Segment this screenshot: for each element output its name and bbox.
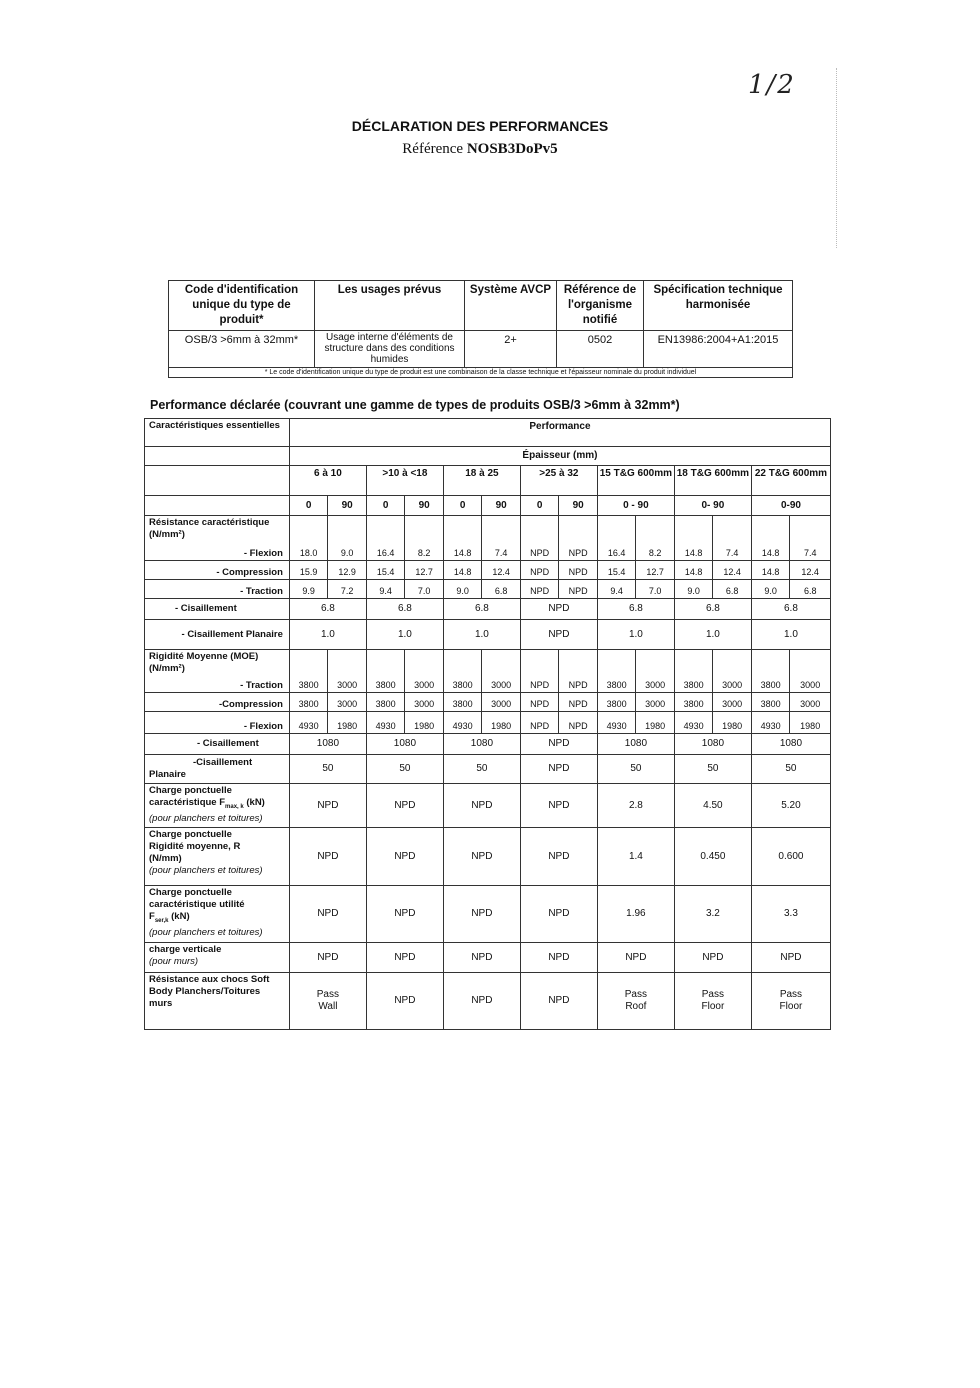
moe-traction-value: NPD bbox=[559, 650, 598, 693]
document-reference bbox=[0, 141, 960, 158]
moe-cis-planaire-value: 50 bbox=[751, 755, 830, 784]
charge-pct-value: NPD bbox=[366, 784, 443, 828]
charge-util-label-cell bbox=[145, 886, 290, 943]
chocs-value bbox=[289, 973, 366, 1030]
moe-flexion-value: 4930 bbox=[443, 712, 482, 734]
compression-value: 15.9 bbox=[289, 561, 328, 580]
row-cisaillement bbox=[145, 599, 831, 620]
compression-value: NPD bbox=[520, 561, 559, 580]
cis-planaire-value: 1.0 bbox=[366, 620, 443, 650]
charge-vert-value: NPD bbox=[674, 943, 751, 973]
flexion-value: NPD bbox=[520, 516, 559, 561]
moe-flexion-value: 4930 bbox=[597, 712, 636, 734]
moe-cisaillement-value: 1080 bbox=[289, 734, 366, 755]
angle-cell: 90 bbox=[405, 496, 444, 516]
compression-value: 14.8 bbox=[674, 561, 713, 580]
compression-value: 14.8 bbox=[443, 561, 482, 580]
compression-value: 14.8 bbox=[751, 561, 790, 580]
moe-cis-planaire-value: 50 bbox=[289, 755, 366, 784]
row-charge-ponctuelle bbox=[145, 784, 831, 828]
flexion-value: 9.0 bbox=[328, 516, 367, 561]
moe-compression-value: 3000 bbox=[328, 693, 367, 712]
flexion-value: 14.8 bbox=[751, 516, 790, 561]
charge-pct-label-b: caractéristique F bbox=[149, 797, 226, 808]
angle-cell: 0 - 90 bbox=[597, 496, 674, 516]
charge-vert-label-cell bbox=[145, 943, 290, 973]
row-traction bbox=[145, 580, 831, 599]
id-value-organisme: 0502 bbox=[557, 331, 644, 368]
moe-flexion-label: - Flexion bbox=[145, 712, 290, 734]
moe-flexion-value: NPD bbox=[559, 712, 598, 734]
angle-spacer bbox=[145, 496, 290, 516]
moe-flexion-value: 4930 bbox=[289, 712, 328, 734]
moe-cisaillement-value: 1080 bbox=[443, 734, 520, 755]
chocs-value-line1: NPD bbox=[471, 995, 493, 1006]
flexion-value: 18.0 bbox=[289, 516, 328, 561]
charge-pct-sub: max, k bbox=[225, 803, 244, 810]
range-cell: >10 à <18 bbox=[366, 466, 443, 496]
charge-util-label-c1: F bbox=[149, 911, 155, 922]
moe-cis-planaire-label-cell bbox=[145, 755, 290, 784]
compression-value: 12.4 bbox=[713, 561, 752, 580]
charge-util-value: 3.2 bbox=[674, 886, 751, 943]
moe-cisaillement-value: 1080 bbox=[751, 734, 830, 755]
charge-rig-value: NPD bbox=[520, 828, 597, 886]
moe-cis-planaire-value: NPD bbox=[520, 755, 597, 784]
chocs-label: Résistance aux chocs Soft Body Planchers/Toitures murs bbox=[145, 973, 290, 1030]
range-cell: 18 à 25 bbox=[443, 466, 520, 496]
charge-util-note: (pour planchers et toitures) bbox=[149, 926, 263, 938]
cisaillement-value: 6.8 bbox=[289, 599, 366, 620]
charge-util-value: NPD bbox=[443, 886, 520, 943]
moe-compression-value: 3800 bbox=[289, 693, 328, 712]
traction-value: 9.0 bbox=[443, 580, 482, 599]
flexion-value: 7.4 bbox=[790, 516, 831, 561]
traction-value: NPD bbox=[520, 580, 559, 599]
moe-traction-value: 3800 bbox=[751, 650, 790, 693]
reference-prefix: Référence bbox=[402, 141, 464, 157]
cisaillement-label: - Cisaillement bbox=[145, 599, 290, 620]
resistance-label: Résistance caractéristique (N/mm²) bbox=[149, 517, 270, 540]
cisaillement-value: 6.8 bbox=[597, 599, 674, 620]
compression-value: 12.9 bbox=[328, 561, 367, 580]
cis-planaire-value: 1.0 bbox=[597, 620, 674, 650]
charge-rig-note: (pour planchers et toitures) bbox=[149, 865, 263, 876]
flexion-value: 16.4 bbox=[366, 516, 405, 561]
charge-pct-note: (pour planchers et toitures) bbox=[149, 812, 263, 824]
charge-util-value: 3.3 bbox=[751, 886, 830, 943]
chocs-value-line1: NPD bbox=[548, 995, 570, 1006]
moe-traction-label: - Traction bbox=[240, 680, 283, 691]
cis-planaire-label: - Cisaillement Planaire bbox=[145, 620, 290, 650]
chocs-value-line1: Pass bbox=[779, 989, 803, 1000]
traction-value: 6.8 bbox=[482, 580, 521, 599]
id-header-usages: Les usages prévus bbox=[315, 281, 465, 331]
moe-compression-value: 3000 bbox=[482, 693, 521, 712]
charge-pct-value: 2.8 bbox=[597, 784, 674, 828]
moe-flexion-value: 1980 bbox=[790, 712, 831, 734]
cisaillement-value: 6.8 bbox=[751, 599, 830, 620]
range-cell: >25 à 32 bbox=[520, 466, 597, 496]
chocs-value bbox=[751, 973, 830, 1030]
flexion-value: 8.2 bbox=[405, 516, 444, 561]
resistance-label-cell bbox=[145, 516, 290, 561]
row-moe-cisaillement-planaire bbox=[145, 755, 831, 784]
cisaillement-value: 6.8 bbox=[443, 599, 520, 620]
charge-rig-label-c: (N/mm) bbox=[149, 853, 182, 864]
charge-pct-value: NPD bbox=[520, 784, 597, 828]
moe-compression-value: NPD bbox=[520, 693, 559, 712]
row-charge-verticale bbox=[145, 943, 831, 973]
compression-value: NPD bbox=[559, 561, 598, 580]
charge-pct-value: NPD bbox=[443, 784, 520, 828]
charge-rig-value: 0.450 bbox=[674, 828, 751, 886]
moe-compression-value: 3800 bbox=[751, 693, 790, 712]
flexion-value: 7.4 bbox=[713, 516, 752, 561]
id-value-specification: EN13986:2004+A1:2015 bbox=[644, 331, 793, 368]
identification-table bbox=[168, 280, 793, 378]
charge-util-label-b: caractéristique utilité bbox=[149, 899, 245, 910]
moe-traction-value: 3800 bbox=[597, 650, 636, 693]
charge-rig-label-cell bbox=[145, 828, 290, 886]
header-epaisseur: Épaisseur (mm) bbox=[289, 447, 830, 466]
header-caracteristiques: Caractéristiques essentielles bbox=[145, 419, 290, 447]
cis-planaire-value: NPD bbox=[520, 620, 597, 650]
moe-compression-value: 3800 bbox=[597, 693, 636, 712]
moe-traction-value: 3800 bbox=[289, 650, 328, 693]
chocs-value-line2: Wall bbox=[318, 1001, 338, 1012]
charge-rig-label-a: Charge ponctuelle bbox=[149, 829, 232, 840]
charge-rig-value: 0.600 bbox=[751, 828, 830, 886]
charge-rig-value: NPD bbox=[289, 828, 366, 886]
compression-value: 12.7 bbox=[636, 561, 675, 580]
flexion-value: NPD bbox=[559, 516, 598, 561]
moe-flexion-value: 4930 bbox=[674, 712, 713, 734]
cis-planaire-value: 1.0 bbox=[289, 620, 366, 650]
moe-cis-planaire-value: 50 bbox=[597, 755, 674, 784]
flexion-value: 8.2 bbox=[636, 516, 675, 561]
charge-vert-note: (pour murs) bbox=[149, 956, 199, 967]
range-cell: 6 à 10 bbox=[289, 466, 366, 496]
row-charge-utilite bbox=[145, 886, 831, 943]
charge-util-sub: ser,k bbox=[154, 917, 169, 924]
moe-traction-value: NPD bbox=[520, 650, 559, 693]
flexion-value: 16.4 bbox=[597, 516, 636, 561]
row-charge-rigidite bbox=[145, 828, 831, 886]
traction-value: 7.0 bbox=[405, 580, 444, 599]
compression-label: - Compression bbox=[145, 561, 290, 580]
id-value-avcp: 2+ bbox=[465, 331, 557, 368]
angle-cell: 0 bbox=[289, 496, 328, 516]
moe-flexion-value: 1980 bbox=[636, 712, 675, 734]
charge-pct-label-a: Charge ponctuelle bbox=[149, 785, 232, 796]
charge-vert-value: NPD bbox=[289, 943, 366, 973]
moe-compression-value: 3800 bbox=[366, 693, 405, 712]
traction-value: 9.9 bbox=[289, 580, 328, 599]
chocs-value bbox=[597, 973, 674, 1030]
range-cell: 18 T&G 600mm bbox=[674, 466, 751, 496]
moe-traction-value: 3000 bbox=[790, 650, 831, 693]
document-title: DÉCLARATION DES PERFORMANCES bbox=[351, 118, 609, 134]
performance-title: Performance déclarée (couvrant une gamme de types de produits OSB/3 >6mm à 32mm*) bbox=[150, 398, 680, 412]
charge-rig-value: NPD bbox=[443, 828, 520, 886]
cis-planaire-value: 1.0 bbox=[674, 620, 751, 650]
traction-label: - Traction bbox=[145, 580, 290, 599]
charge-util-value: NPD bbox=[289, 886, 366, 943]
angle-cell: 0 bbox=[366, 496, 405, 516]
moe-cis-planaire-label-1: -Cisaillement bbox=[193, 757, 253, 768]
traction-value: NPD bbox=[559, 580, 598, 599]
charge-util-label-a: Charge ponctuelle bbox=[149, 887, 232, 898]
header-performance: Performance bbox=[289, 419, 830, 447]
flexion-value: 14.8 bbox=[674, 516, 713, 561]
moe-traction-value: 3000 bbox=[713, 650, 752, 693]
flexion-value: 14.8 bbox=[443, 516, 482, 561]
row-compression bbox=[145, 561, 831, 580]
compression-value: 12.4 bbox=[790, 561, 831, 580]
moe-cisaillement-label: - Cisaillement bbox=[145, 734, 290, 755]
moe-flexion-value: 1980 bbox=[405, 712, 444, 734]
id-value-code: OSB/3 >6mm à 32mm* bbox=[169, 331, 315, 368]
id-header-avcp: Système AVCP bbox=[465, 281, 557, 331]
traction-value: 9.0 bbox=[751, 580, 790, 599]
charge-pct-value: NPD bbox=[289, 784, 366, 828]
chocs-value-line1: NPD bbox=[394, 995, 416, 1006]
angle-cell: 0 bbox=[443, 496, 482, 516]
compression-value: 15.4 bbox=[597, 561, 636, 580]
chocs-value-line2: Floor bbox=[701, 1001, 725, 1012]
chocs-value-line2: Floor bbox=[779, 1001, 803, 1012]
chocs-value-line1: Pass bbox=[624, 989, 647, 1000]
angle-row bbox=[145, 496, 831, 516]
id-header-organisme: Référence de l'organisme notifié bbox=[557, 281, 644, 331]
charge-rig-label-b: Rigidité moyenne, R bbox=[149, 841, 241, 852]
angle-cell: 0 bbox=[520, 496, 559, 516]
header-spacer bbox=[145, 447, 290, 466]
moe-compression-value: 3800 bbox=[443, 693, 482, 712]
range-row bbox=[145, 466, 831, 496]
chocs-value bbox=[366, 973, 443, 1030]
id-value-usages: Usage interne d'éléments de structure dans des conditions humides bbox=[315, 331, 465, 368]
moe-cisaillement-value: 1080 bbox=[366, 734, 443, 755]
moe-traction-value: 3800 bbox=[443, 650, 482, 693]
traction-value: 7.0 bbox=[636, 580, 675, 599]
traction-value: 6.8 bbox=[790, 580, 831, 599]
compression-value: 12.4 bbox=[482, 561, 521, 580]
chocs-value bbox=[520, 973, 597, 1030]
traction-value: 9.4 bbox=[366, 580, 405, 599]
moe-cis-planaire-value: 50 bbox=[366, 755, 443, 784]
reference-code: NOSB3DoPv5 bbox=[466, 141, 558, 157]
charge-util-label-line bbox=[149, 911, 285, 927]
angle-cell: 0-90 bbox=[751, 496, 830, 516]
chocs-value-line1: Pass bbox=[701, 989, 724, 1000]
charge-rig-value: NPD bbox=[366, 828, 443, 886]
cisaillement-value: 6.8 bbox=[674, 599, 751, 620]
moe-flexion-value: 4930 bbox=[366, 712, 405, 734]
row-moe-flexion bbox=[145, 712, 831, 734]
moe-traction-value: 3800 bbox=[674, 650, 713, 693]
charge-util-label-c2: (kN) bbox=[168, 911, 190, 922]
moe-flexion-value: 1980 bbox=[482, 712, 521, 734]
traction-value: 9.0 bbox=[674, 580, 713, 599]
moe-compression-value: NPD bbox=[559, 693, 598, 712]
compression-value: 12.7 bbox=[405, 561, 444, 580]
charge-pct-value: 4.50 bbox=[674, 784, 751, 828]
flexion-value: 7.4 bbox=[482, 516, 521, 561]
moe-cisaillement-value: 1080 bbox=[597, 734, 674, 755]
moe-cis-planaire-value: 50 bbox=[674, 755, 751, 784]
angle-cell: 90 bbox=[482, 496, 521, 516]
moe-compression-label: -Compression bbox=[145, 693, 290, 712]
chocs-value bbox=[674, 973, 751, 1030]
charge-util-value: NPD bbox=[520, 886, 597, 943]
moe-compression-value: 3800 bbox=[674, 693, 713, 712]
cis-planaire-value: 1.0 bbox=[443, 620, 520, 650]
charge-pct-label-cell bbox=[145, 784, 290, 828]
moe-cis-planaire-value: 50 bbox=[443, 755, 520, 784]
angle-cell: 0- 90 bbox=[674, 496, 751, 516]
charge-vert-value: NPD bbox=[443, 943, 520, 973]
moe-traction-value: 3000 bbox=[636, 650, 675, 693]
moe-flexion-value: 4930 bbox=[751, 712, 790, 734]
moe-cisaillement-value: 1080 bbox=[674, 734, 751, 755]
angle-cell: 90 bbox=[328, 496, 367, 516]
moe-compression-value: 3000 bbox=[790, 693, 831, 712]
charge-pct-label-line bbox=[149, 797, 285, 813]
cis-planaire-value: 1.0 bbox=[751, 620, 830, 650]
angle-cell: 90 bbox=[559, 496, 598, 516]
rigidite-label: Rigidité Moyenne (MOE) (N/mm²) bbox=[149, 651, 259, 674]
row-flexion bbox=[145, 516, 831, 561]
id-footnote: * Le code d'identification unique du type de produit est une combinaison de la classe technique et l'épaisseur nominale du produit individuel bbox=[169, 368, 793, 378]
page-number: 1/2 bbox=[748, 70, 796, 100]
charge-vert-value: NPD bbox=[520, 943, 597, 973]
cisaillement-value: NPD bbox=[520, 599, 597, 620]
compression-value: 15.4 bbox=[366, 561, 405, 580]
performance-table bbox=[144, 418, 831, 1030]
range-spacer bbox=[145, 466, 290, 496]
rigidite-label-cell bbox=[145, 650, 290, 693]
moe-flexion-value: 1980 bbox=[328, 712, 367, 734]
traction-value: 7.2 bbox=[328, 580, 367, 599]
row-moe-cisaillement bbox=[145, 734, 831, 755]
moe-traction-value: 3800 bbox=[366, 650, 405, 693]
row-chocs bbox=[145, 973, 831, 1030]
charge-util-value: 1.96 bbox=[597, 886, 674, 943]
moe-compression-value: 3000 bbox=[405, 693, 444, 712]
charge-pct-value: 5.20 bbox=[751, 784, 830, 828]
moe-cis-planaire-label-2: Planaire bbox=[149, 769, 186, 780]
moe-cisaillement-value: NPD bbox=[520, 734, 597, 755]
charge-pct-label-c: (kN) bbox=[243, 797, 265, 808]
moe-traction-value: 3000 bbox=[405, 650, 444, 693]
id-header-specification: Spécification technique harmonisée bbox=[644, 281, 793, 331]
chocs-value-line1: Pass bbox=[316, 989, 339, 1000]
charge-util-value: NPD bbox=[366, 886, 443, 943]
moe-traction-value: 3000 bbox=[328, 650, 367, 693]
charge-vert-label: charge verticale bbox=[149, 944, 222, 955]
id-header-code: Code d'identification unique du type de produit* bbox=[169, 281, 315, 331]
range-cell: 15 T&G 600mm bbox=[597, 466, 674, 496]
traction-value: 9.4 bbox=[597, 580, 636, 599]
scan-edge-marks bbox=[836, 68, 837, 248]
row-moe-traction bbox=[145, 650, 831, 693]
charge-rig-value: 1.4 bbox=[597, 828, 674, 886]
moe-compression-value: 3000 bbox=[713, 693, 752, 712]
moe-flexion-value: 1980 bbox=[713, 712, 752, 734]
chocs-value-line2: Roof bbox=[625, 1001, 647, 1012]
row-moe-compression bbox=[145, 693, 831, 712]
moe-compression-value: 3000 bbox=[636, 693, 675, 712]
range-cell: 22 T&G 600mm bbox=[751, 466, 830, 496]
moe-traction-value: 3000 bbox=[482, 650, 521, 693]
flexion-label: - Flexion bbox=[243, 548, 283, 559]
charge-vert-value: NPD bbox=[597, 943, 674, 973]
charge-vert-value: NPD bbox=[366, 943, 443, 973]
row-cisaillement-planaire bbox=[145, 620, 831, 650]
traction-value: 6.8 bbox=[713, 580, 752, 599]
moe-flexion-value: NPD bbox=[520, 712, 559, 734]
cisaillement-value: 6.8 bbox=[366, 599, 443, 620]
chocs-value bbox=[443, 973, 520, 1030]
charge-vert-value: NPD bbox=[751, 943, 830, 973]
